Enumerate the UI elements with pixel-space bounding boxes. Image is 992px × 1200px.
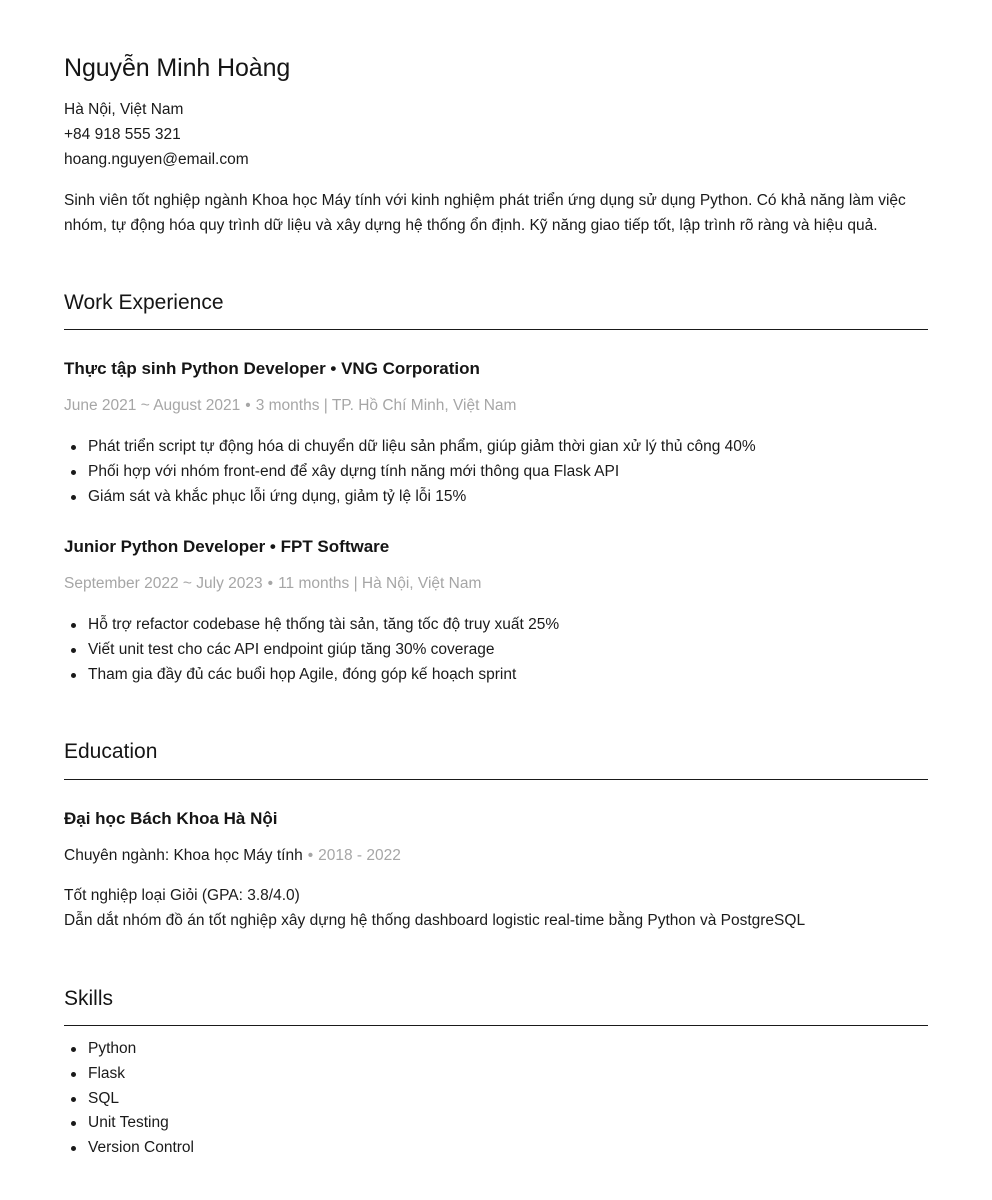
skill-item: SQL <box>64 1087 194 1112</box>
section-divider <box>64 779 928 780</box>
list-item: Phối hợp với nhóm front-end để xây dựng tính năng mới thông qua Flask API <box>64 460 756 485</box>
summary-paragraph: Sinh viên tốt nghiệp ngành Khoa học Máy tính với kinh nghiệm phát triển ứng dụng sử dụng Python. Có khả năng làm việc nhóm, tự động hóa quy trình dữ liệu và xây dựng hệ thống ổn định. Kỹ năng giao tiếp tốt, lập trình rõ ràng và hiệu quả. <box>64 192 906 234</box>
section-divider <box>64 1025 928 1026</box>
skills-list <box>64 1037 194 1161</box>
section-title-work: Work Experience <box>64 291 224 314</box>
meta-separator: • <box>245 397 251 414</box>
list-item: Hỗ trợ refactor codebase hệ thống tài sản, tăng tốc độ truy xuất 25% <box>64 613 559 638</box>
education-meta <box>64 847 401 865</box>
education-major: Chuyên ngành: Khoa học Máy tính <box>64 847 303 864</box>
skill-item: Version Control <box>64 1136 194 1161</box>
job-heading: Junior Python Developer • FPT Software <box>64 537 390 556</box>
section-title-education: Education <box>64 740 158 763</box>
job-dates: June 2021 ~ August 2021 <box>64 397 241 414</box>
section-title-skills: Skills <box>64 987 114 1010</box>
job-duration-location: 3 months | TP. Hồ Chí Minh, Việt Nam <box>255 397 517 414</box>
list-item: Giám sát và khắc phục lỗi ứng dụng, giảm tỷ lệ lỗi 15% <box>64 485 756 510</box>
school-name: Đại học Bách Khoa Hà Nội <box>64 809 278 828</box>
education-years: 2018 - 2022 <box>318 847 401 864</box>
contact-email: hoang.nguyen@email.com <box>64 151 249 168</box>
job-duration-location: 11 months | Hà Nội, Việt Nam <box>278 575 482 592</box>
job-meta <box>64 575 481 593</box>
job-dates: September 2022 ~ July 2023 <box>64 575 263 592</box>
skill-item: Flask <box>64 1062 194 1087</box>
candidate-name: Nguyễn Minh Hoàng <box>64 54 291 82</box>
job-heading: Thực tập sinh Python Developer • VNG Corporation <box>64 359 480 378</box>
list-item: Viết unit test cho các API endpoint giúp tăng 30% coverage <box>64 638 559 663</box>
contact-phone: +84 918 555 321 <box>64 126 181 143</box>
job-bullets <box>64 435 756 509</box>
education-detail: Dẫn dắt nhóm đồ án tốt nghiệp xây dựng hệ thống dashboard logistic real-time bằng Python và PostgreSQL <box>64 912 806 929</box>
contact-location: Hà Nội, Việt Nam <box>64 101 184 118</box>
meta-separator: • <box>307 847 314 864</box>
job-bullets <box>64 613 559 687</box>
education-detail: Tốt nghiệp loại Giỏi (GPA: 3.8/4.0) <box>64 887 300 904</box>
list-item: Phát triển script tự động hóa di chuyển dữ liệu sản phẩm, giúp giảm thời gian xử lý thủ công 40% <box>64 435 756 460</box>
skill-item: Unit Testing <box>64 1111 194 1136</box>
section-divider <box>64 329 928 330</box>
skill-item: Python <box>64 1037 194 1062</box>
meta-separator: • <box>267 575 274 592</box>
job-meta <box>64 397 516 415</box>
list-item: Tham gia đầy đủ các buổi họp Agile, đóng góp kế hoạch sprint <box>64 663 559 688</box>
